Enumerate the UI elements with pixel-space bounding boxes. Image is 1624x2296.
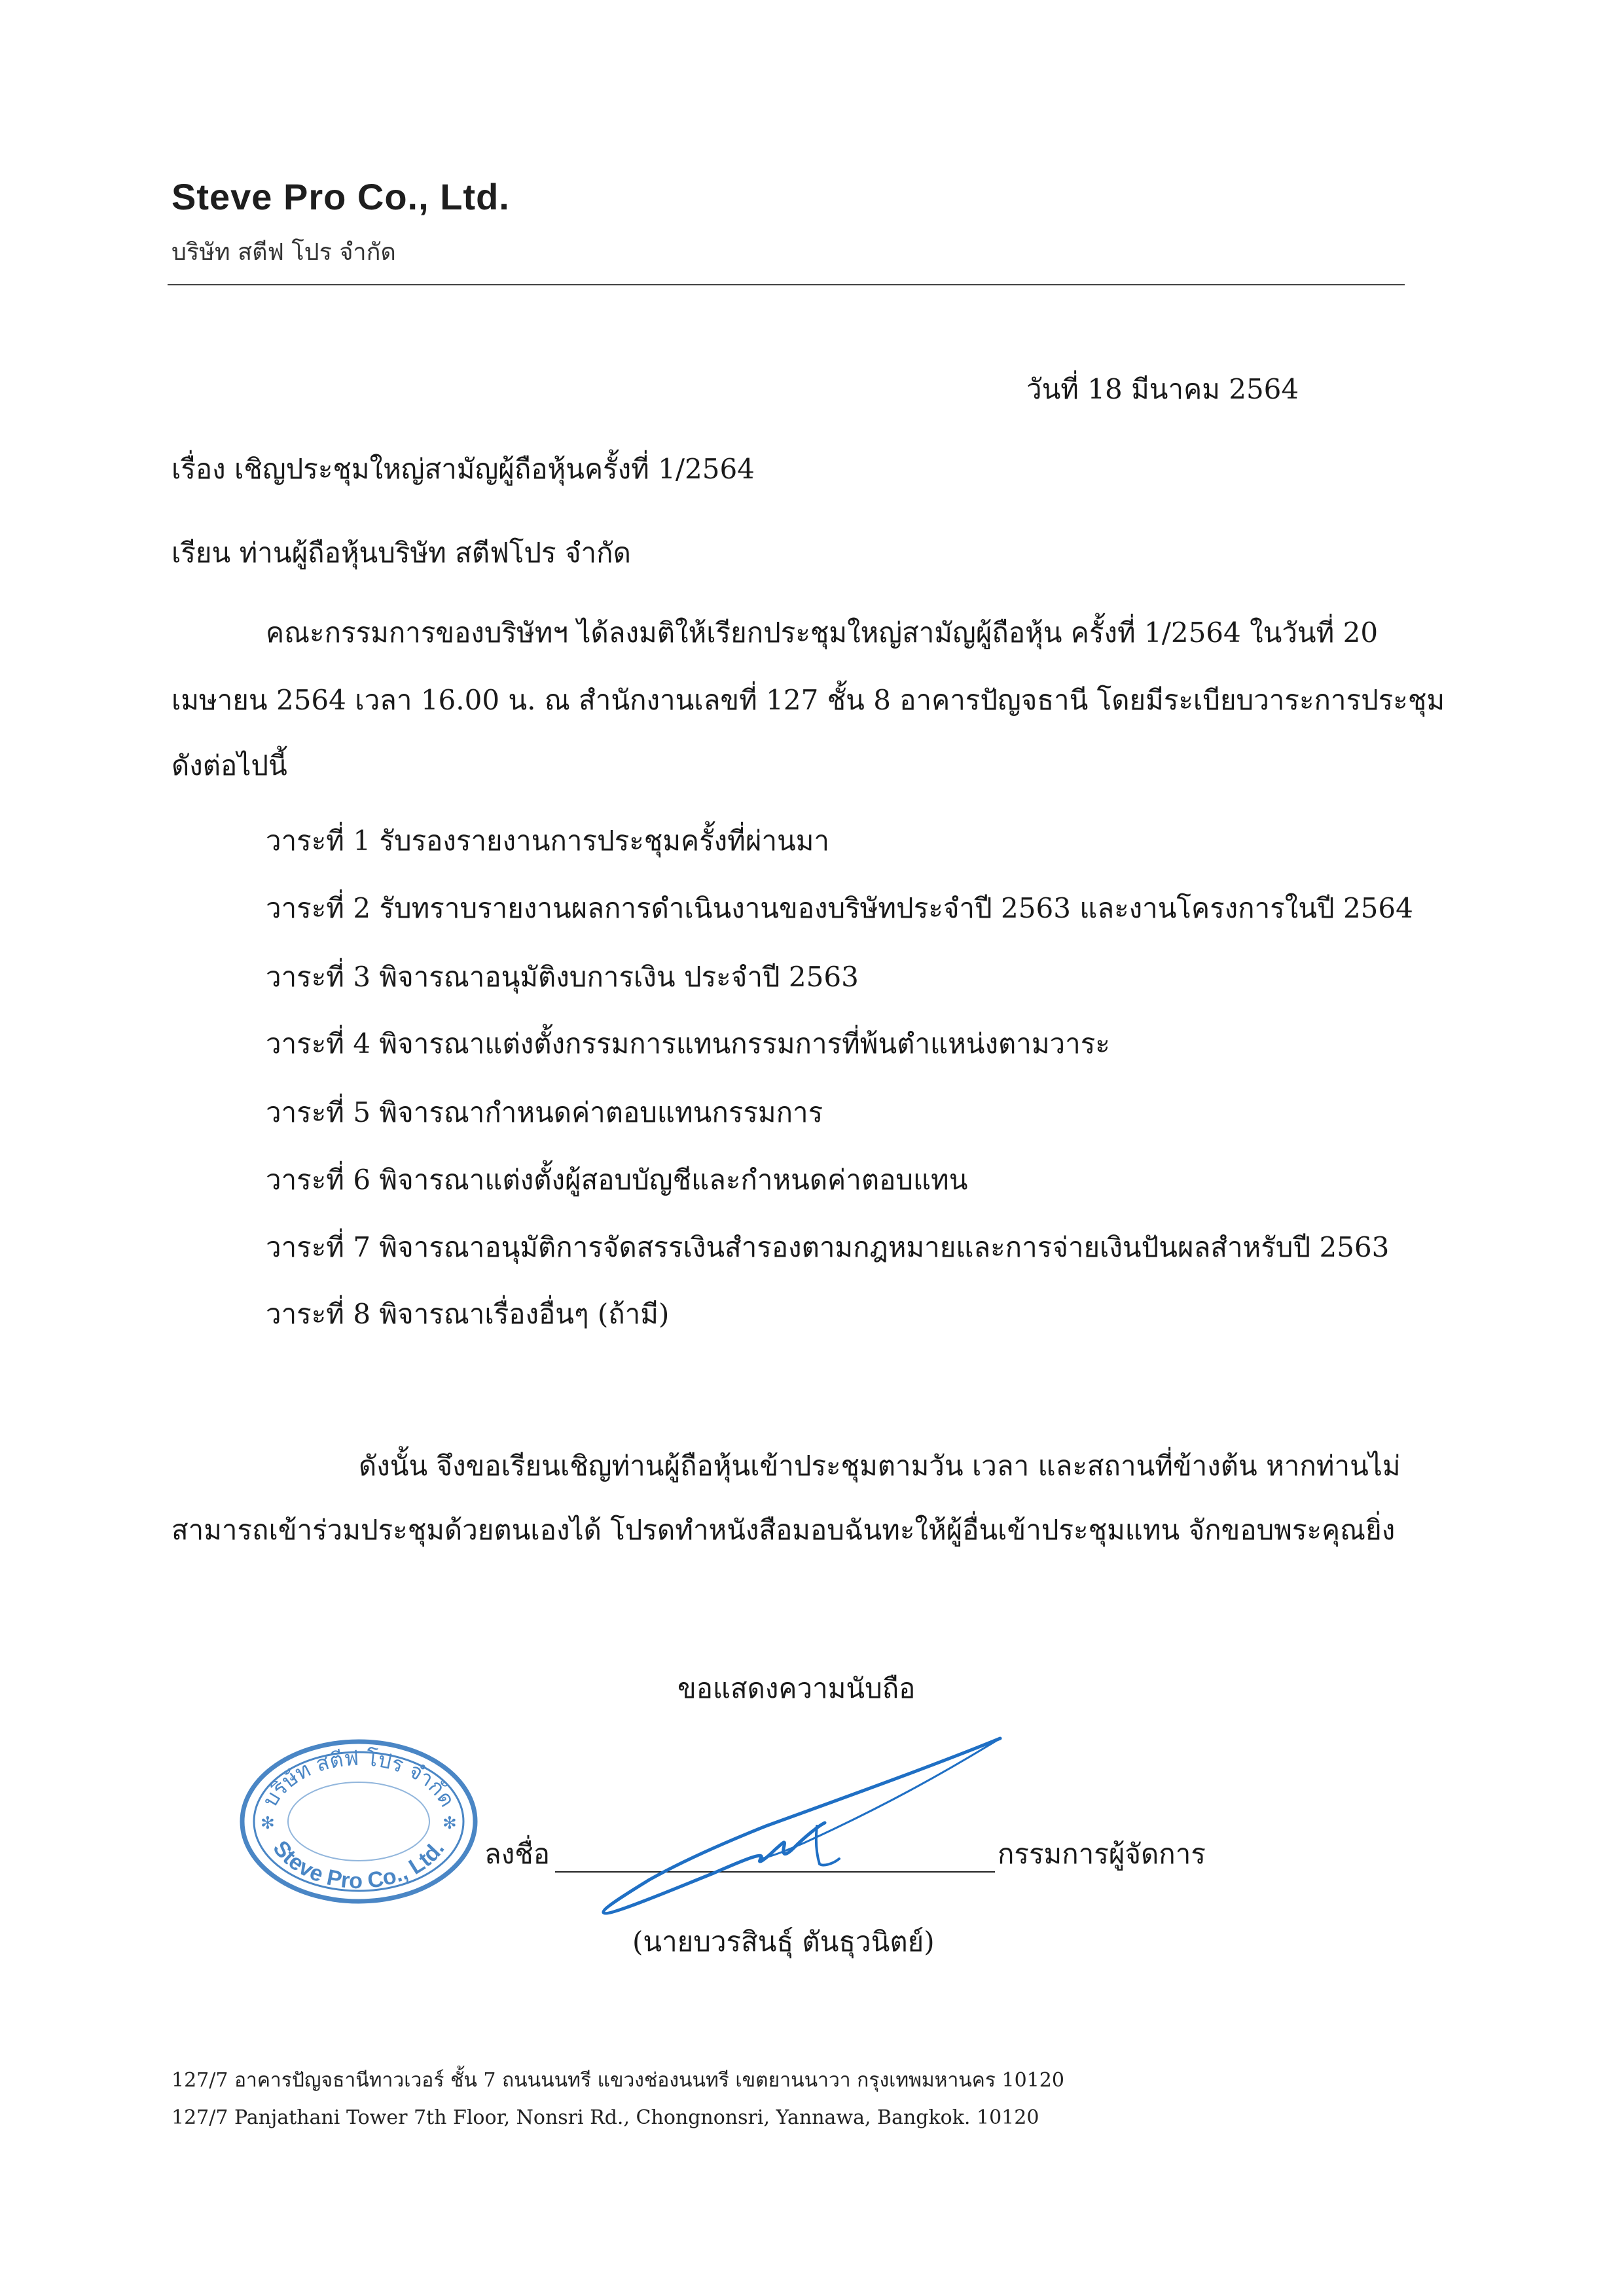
company-stamp bbox=[234, 1736, 483, 1907]
agenda-item-8: วาระที่ 8 พิจารณาเรื่องอื่นๆ (ถ้ามี) bbox=[266, 1298, 670, 1330]
agenda-item-7: วาระที่ 7 พิจารณาอนุมัติการจัดสรรเงินสำรองตามกฎหมายและการจ่ายเงินปันผลสำหรับปี 2563 bbox=[266, 1231, 1390, 1263]
agenda-item-6: วาระที่ 6 พิจารณาแต่งตั้งผู้สอบบัญชีและกำหนดค่าตอบแทน bbox=[266, 1164, 968, 1196]
paragraph-line: สามารถเข้าร่วมประชุมด้วยตนเองได้ โปรดทำหนังสือมอบฉันทะให้ผู้อื่นเข้าประชุมแทน จักขอบพระคุณยิ่ง bbox=[171, 1514, 1396, 1546]
company-name-th: บริษัท สตีฟ โปร จำกัด bbox=[171, 239, 396, 266]
svg-text:✻: ✻ bbox=[261, 1814, 275, 1833]
agenda-item-3: วาระที่ 3 พิจารณาอนุมัติงบการเงิน ประจำปี 2563 bbox=[266, 961, 859, 993]
paragraph-line: คณะกรรมการของบริษัทฯ ได้ลงมติให้เรียกประชุมใหญ่สามัญผู้ถือหุ้น ครั้งที่ 1/2564 ในวันที่ 20 bbox=[266, 617, 1379, 649]
svg-text:Steve Pro Co., Ltd. bbox=[268, 1836, 449, 1893]
agenda-item-1: วาระที่ 1 รับรองรายงานการประชุมครั้งที่ผ่านมา bbox=[266, 825, 830, 857]
closing-phrase: ขอแสดงความนับถือ bbox=[677, 1672, 916, 1704]
footer-address-th: 127/7 อาคารปัญจธานีทาวเวอร์ ชั้น 7 ถนนนนทรี แขวงช่องนนทรี เขตยานนาวา กรุงเทพมหานคร 10120 bbox=[171, 2069, 1064, 2092]
svg-text:บริษัท สตีฟ โปร จำกัด bbox=[257, 1746, 460, 1812]
agenda-item-4: วาระที่ 4 พิจารณาแต่งตั้งกรรมการแทนกรรมการที่พ้นตำแหน่งตามวาระ bbox=[266, 1028, 1110, 1060]
signer-title: กรรมการผู้จัดการ bbox=[998, 1838, 1206, 1870]
header-divider bbox=[168, 284, 1405, 285]
letter-subject: เรื่อง เชิญประชุมใหญ่สามัญผู้ถือหุ้นครั้งที่ 1/2564 bbox=[171, 453, 755, 485]
svg-text:✻: ✻ bbox=[442, 1814, 457, 1833]
agenda-item-2: วาระที่ 2 รับทราบรายงานผลการดำเนินงานของบริษัทประจำปี 2563 และงานโครงการในปี 2564 bbox=[266, 892, 1413, 924]
letter-salutation: เรียน ท่านผู้ถือหุ้นบริษัท สตีฟโปร จำกัด bbox=[171, 537, 631, 569]
agenda-item-5: วาระที่ 5 พิจารณากำหนดค่าตอบแทนกรรมการ bbox=[266, 1096, 823, 1128]
handwritten-signature bbox=[589, 1728, 1021, 1924]
paragraph-line: ดังต่อไปนี้ bbox=[171, 749, 287, 781]
footer-address-en: 127/7 Panjathani Tower 7th Floor, Nonsri Rd., Chongnonsri, Yannawa, Bangkok. 10120 bbox=[171, 2106, 1039, 2129]
letter-date: วันที่ 18 มีนาคม 2564 bbox=[1026, 373, 1299, 405]
paragraph-line: เมษายน 2564 เวลา 16.00 น. ณ สำนักงานเลขที่ 127 ชั้น 8 อาคารปัญจธานี โดยมีระเบียบวาระการประชุม bbox=[171, 684, 1445, 716]
stamp-text-bottom: Steve Pro Co., Ltd. bbox=[268, 1836, 450, 1894]
company-name-en: Steve Pro Co., Ltd. bbox=[171, 176, 510, 217]
signer-name: (นายบวรสินธุ์ ตันธุวนิตย์) bbox=[632, 1926, 935, 1958]
stamp-text-top: บริษัท สตีฟ โปร จำกัด bbox=[257, 1745, 460, 1812]
paragraph-line: ดังนั้น จึงขอเรียนเชิญท่านผู้ถือหุ้นเข้าประชุมตามวัน เวลา และสถานที่ข้างต้น หากท่านไม่ bbox=[359, 1450, 1401, 1482]
signature-label: ลงชื่อ bbox=[484, 1838, 550, 1870]
